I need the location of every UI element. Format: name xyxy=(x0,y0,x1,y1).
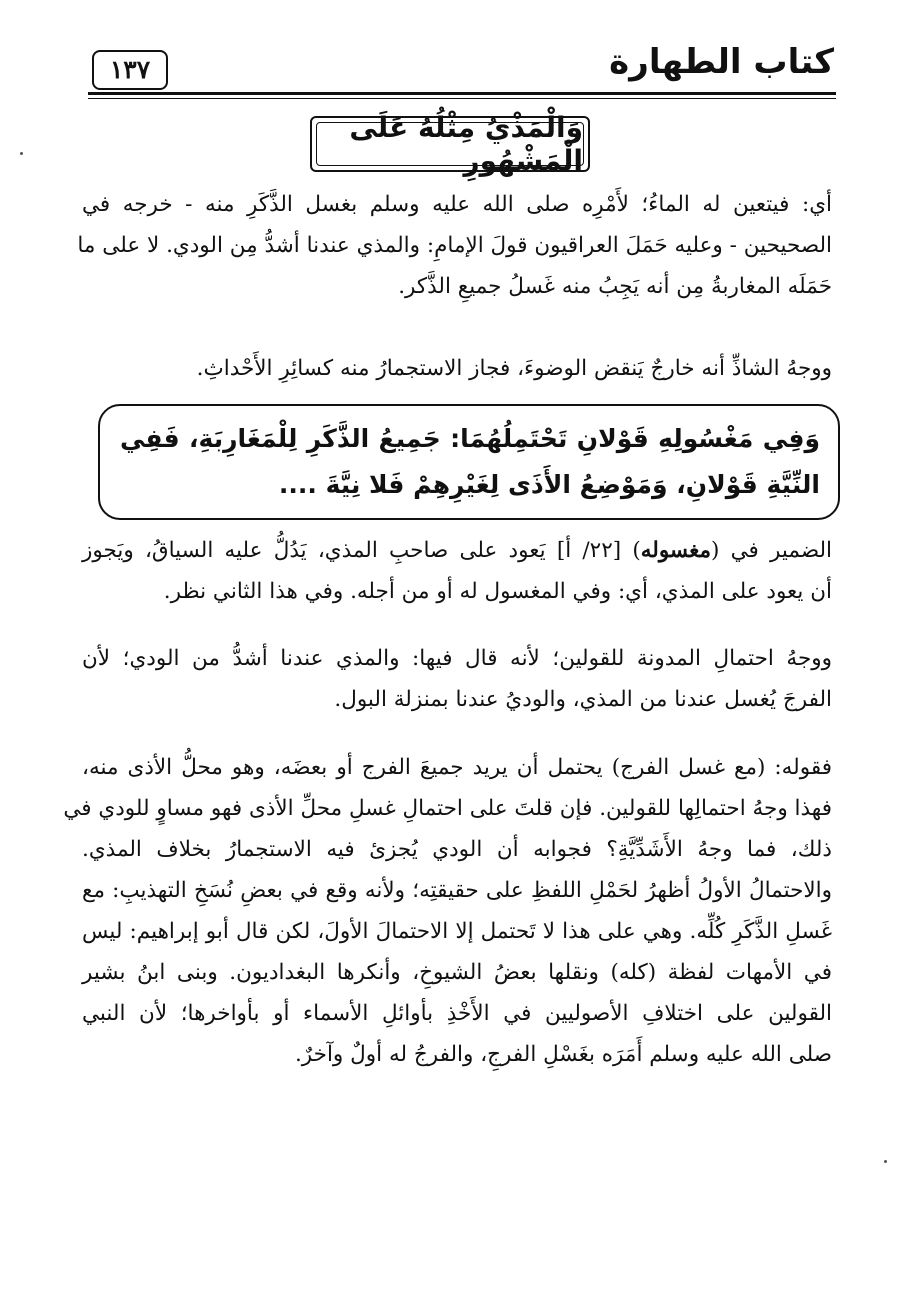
paragraph-line: فقوله: (مع غسل الفرج) يحتمل أن يريد جميعَ الفرج أو بعضَه، وهو محلُّ الأذى منه، xyxy=(82,755,832,780)
paragraph-line: فهذا وجهُ احتمالِها للقولين. فإن قلتَ على احتمالِ غسلِ محلِّ الأذى فهو مساوٍ للودي في xyxy=(63,796,832,821)
text-fragment: ) [٢٢/ أ] يَعود على صاحبِ المذي، يَدُلُّ عليه السياقُ، ويَجوز xyxy=(82,538,641,563)
paragraph-line: ووجهُ الشاذِّ أنه خارجٌ يَنقض الوضوءَ، فجاز الاستجمارُ منه كسائِرِ الأَحْداثِ. xyxy=(196,356,832,381)
matn-box-1 xyxy=(310,111,590,177)
text-fragment: الضمير في ( xyxy=(711,538,832,563)
paragraph-line: ذلك، فما وجهُ الأَشَدِّيَّةِ؟ فجوابه أن الودي يُجزئ فيه الاستجمارُ بخلاف المذي. xyxy=(82,837,832,862)
header-rule-thick xyxy=(88,92,836,95)
bold-term: مغسوله xyxy=(640,538,712,563)
page-number: ١٣٧ xyxy=(109,55,151,84)
page-number-box xyxy=(92,50,168,90)
commentary-paragraph-2 xyxy=(82,348,832,389)
paragraph-line: أن يعود على المذي، أي: وفي المغسول له أو من أجله. وفي هذا الثاني نظر. xyxy=(163,579,832,604)
matn-line: وَفِي مَغْسُولِهِ قَوْلانِ تَحْتَمِلُهُمَا: جَمِيعُ الذَّكَرِ لِلْمَغَارِبَةِ، فَفِي xyxy=(120,424,820,453)
header-rule-thin xyxy=(88,98,836,99)
paragraph-line: في الأمهات لفظة (كله) ونقلها بعضُ الشيوخِ، وأنكرها البغداديون. وبنى ابنُ بشير xyxy=(82,960,832,985)
commentary-paragraph-5 xyxy=(63,747,832,1075)
matn-text-2 xyxy=(120,416,820,508)
commentary-paragraph-3 xyxy=(82,530,832,612)
paragraph-line: الفرجَ يُغسل عندنا من المذي، والوديُ عندنا بمنزلة البول. xyxy=(334,687,832,712)
commentary-paragraph-4 xyxy=(82,638,832,720)
scan-speck xyxy=(20,152,23,155)
paragraph-line xyxy=(82,530,832,571)
paragraph-line: القولين على اختلافِ الأصوليين في الأَخْذِ بأوائلِ الأسماء أو بأواخرها؛ لأن النبي xyxy=(82,1001,832,1026)
paragraph-line: أي: فيتعين له الماءُ؛ لأَمْرِه صلى الله عليه وسلم بغسل الذَّكَرِ منه - خرجه في xyxy=(82,192,832,217)
paragraph-line: ووجهُ احتمالِ المدونة للقولين؛ لأنه قال فيها: والمذي عندنا أشدُّ من الودي؛ لأن xyxy=(82,646,832,671)
scan-speck xyxy=(884,1160,887,1163)
matn-box-1-inner-frame xyxy=(316,111,584,177)
paragraph-line: صلى الله عليه وسلم أَمَرَه بغَسْلِ الفرجِ، والفرجُ له أولٌ وآخرٌ. xyxy=(294,1042,832,1067)
paragraph-line: غَسلِ الذَّكَرِ كُلِّه. وهي على هذا لا تَحتمل إلا الاحتمالَ الأولَ، لكن قال أبو إبراهيم: ليس xyxy=(82,919,832,944)
matn-text-1: وَالْمَذْيُ مِثْلُهُ عَلَى الْمَشْهُورِ xyxy=(349,111,583,177)
paragraph-line: حَمَلَه المغاربةُ مِن أنه يَجِبُ منه غَسلُ جميعِ الذَّكر. xyxy=(398,274,832,299)
matn-line: النِّيَّةِ قَوْلانِ، وَمَوْضِعُ الأَذَى لِغَيْرِهِمْ فَلا نِيَّةَ .... xyxy=(278,470,820,499)
commentary-paragraph-1 xyxy=(77,184,832,307)
paragraph-line: والاحتمالُ الأولُ أظهرُ لحَمْلِ اللفظِ على حقيقتِه؛ ولأنه وقع في بعضِ نُسَخِ التهذيبِ: مع xyxy=(82,878,832,903)
matn-box-2 xyxy=(98,404,840,520)
book-title: كتاب الطهارة xyxy=(609,42,834,82)
paragraph-line: الصحيحين - وعليه حَمَلَ العراقيون قولَ الإمامِ: والمذي عندنا أشدُّ مِن الودي. لا على ما xyxy=(77,233,832,258)
